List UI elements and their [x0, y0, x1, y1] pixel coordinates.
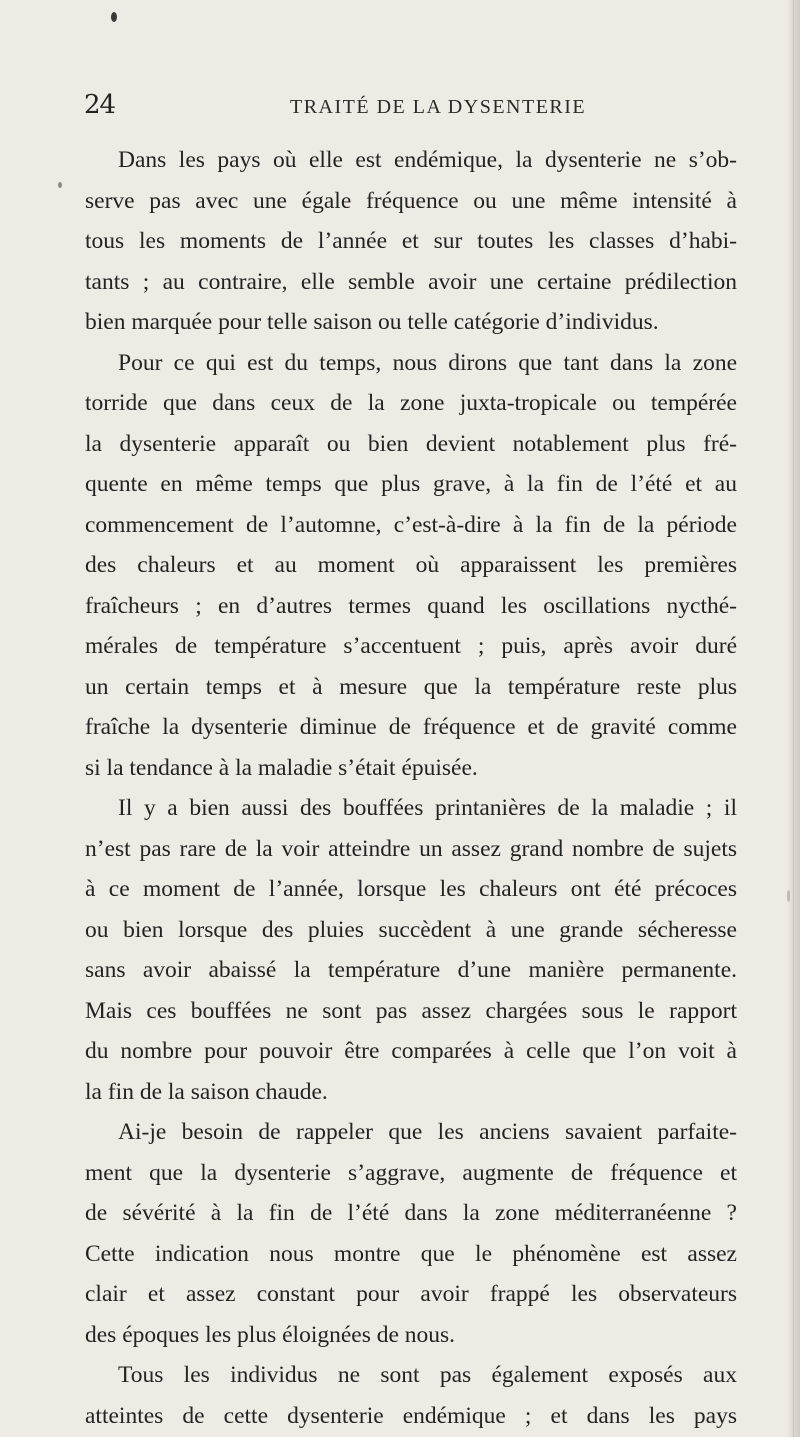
text-line: commencement de l’automne, c’est-à-dire à la fin de la période [85, 511, 737, 538]
text-line: fraîche la dysenterie diminue de fréquence et de gravité comme [85, 714, 737, 740]
text-line: Tous les individus ne sont pas également exposés aux [118, 1362, 737, 1388]
text-line: clair et assez constant pour avoir frappé les observateurs [85, 1281, 737, 1307]
page-edge-line [793, 0, 794, 1437]
text-line: la dysenterie apparaît ou bien devient notablement plus fré- [85, 430, 737, 457]
text-line: atteintes de cette dysenterie endémique ; et dans les pays [85, 1402, 737, 1429]
ink-spot [111, 12, 117, 22]
text-line: serve pas avec une égale fréquence ou une même intensité à [85, 187, 737, 214]
ink-speck [787, 890, 790, 902]
text-line: sans avoir abaissé la température d’une manière permanente. [85, 957, 737, 983]
ink-speck [58, 182, 62, 188]
text-line: si la tendance à la maladie s’était épuisée. [85, 754, 478, 781]
text-line: des époques les plus éloignées de nous. [85, 1321, 456, 1348]
running-title: TRAITÉ DE LA DYSENTERIE [290, 96, 587, 118]
text-line: tants ; au contraire, elle semble avoir une certaine prédilection [85, 268, 737, 295]
text-line: Ai-je besoin de rappeler que les anciens savaient parfaite- [118, 1119, 737, 1145]
text-line: Cette indication nous montre que le phénomène est assez [85, 1240, 737, 1267]
text-line: un certain temps et à mesure que la température reste plus [85, 673, 737, 700]
text-line: du nombre pour pouvoir être comparées à celle que l’on voit à [85, 1038, 737, 1064]
text-line: ou bien lorsque des pluies succèdent à une grande sécheresse [85, 916, 737, 943]
text-line: ment que la dysenterie s’aggrave, augmente de fréquence et [85, 1159, 737, 1186]
text-line: n’est pas rare de la voir atteindre un assez grand nombre de sujets [85, 835, 737, 862]
text-line: Mais ces bouffées ne sont pas assez chargées sous le rapport [85, 997, 737, 1024]
text-line: à ce moment de l’année, lorsque les chaleurs ont été précoces [85, 876, 737, 902]
text-line: tous les moments de l’année et sur toutes les classes d’habi- [85, 228, 737, 254]
text-line: la fin de la saison chaude. [85, 1078, 328, 1105]
page-number: 24 [84, 90, 116, 120]
text-line: Dans les pays où elle est endémique, la dysenterie ne s’ob- [118, 147, 737, 173]
text-line: fraîcheurs ; en d’autres termes quand les oscillations nycthé- [85, 592, 737, 619]
body-text [85, 140, 737, 1436]
text-line: quente en même temps que plus grave, à la fin de l’été et au [85, 471, 737, 497]
text-line: bien marquée pour telle saison ou telle catégorie d’individus. [85, 309, 659, 335]
text-line: de sévérité à la fin de l’été dans la zone méditerranéenne ? [85, 1200, 737, 1226]
text-line: Pour ce qui est du temps, nous dirons que tant dans la zone [118, 349, 737, 376]
text-line: mérales de température s’accentuent ; puis, après avoir duré [85, 633, 737, 659]
text-line: des chaleurs et au moment où apparaissent les premières [85, 552, 737, 578]
text-line: Il y a bien aussi des bouffées printanières de la maladie ; il [118, 795, 737, 821]
text-line: torride que dans ceux de la zone juxta-tropicale ou tempérée [85, 390, 737, 416]
